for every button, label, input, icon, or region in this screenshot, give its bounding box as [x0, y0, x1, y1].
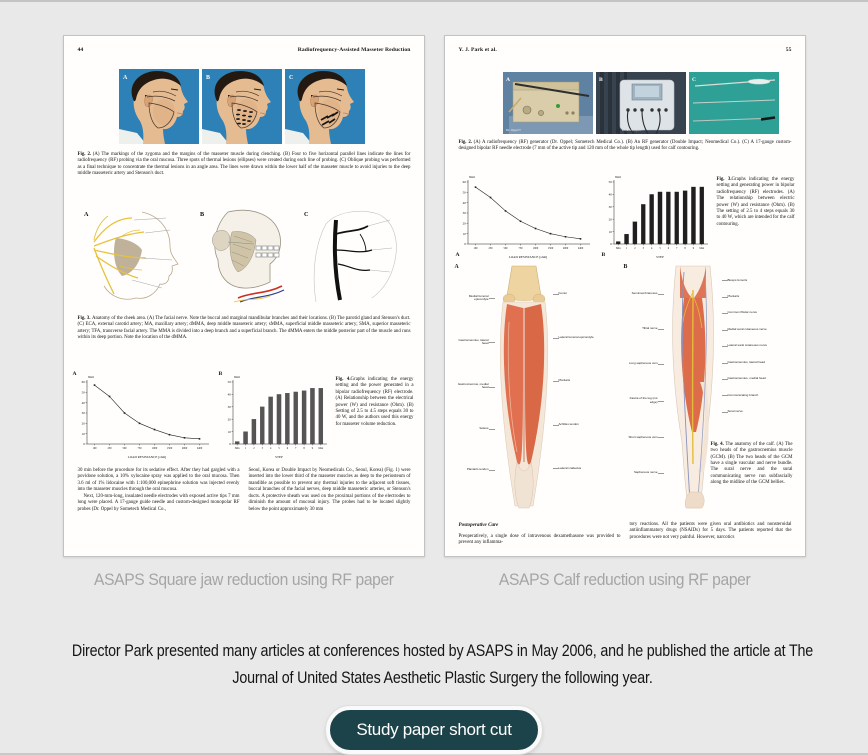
- anatomy-label: Gastrocnemius, lateral head: [728, 361, 768, 364]
- fig3-panel-letter: C: [303, 211, 308, 218]
- photo-panel-letter: A: [505, 77, 510, 83]
- leg-panel-letter: A: [454, 264, 459, 270]
- use-shape: [119, 69, 199, 144]
- ellipse-shape: [247, 120, 251, 122]
- y-tick-label: 20: [81, 421, 85, 426]
- x-tick-label: 9: [311, 447, 313, 450]
- face-photo-b: [202, 69, 282, 144]
- anatomy-label: Gastrocnemius, medial head: [727, 376, 766, 381]
- y-tick-label: 10: [227, 429, 231, 434]
- fig3-anatomy-row: [82, 206, 404, 310]
- y-axis-title: Watt: [614, 175, 621, 179]
- anatomy-label: Plantaris: [559, 379, 599, 382]
- device-brand-overlay: Double Impact®: [621, 128, 643, 132]
- fig3-caption-label: Fig. 3.: [716, 177, 732, 182]
- photo-panel-letter: C: [288, 75, 293, 81]
- data-point: [168, 434, 170, 436]
- x-tick-label: 250: [487, 247, 493, 250]
- fig2-caption-label: Fig. 2.: [77, 152, 92, 157]
- x-tick-label: 2000: [562, 247, 568, 250]
- data-bar: [293, 392, 297, 444]
- x-tick-label: Min: [234, 447, 239, 450]
- data-point: [489, 197, 491, 199]
- paper-pages-row: [0, 2, 868, 590]
- data-bar: [302, 391, 306, 444]
- y-tick-label: 50: [81, 390, 85, 395]
- data-point: [504, 210, 506, 212]
- data-bar: [235, 442, 239, 444]
- anatomy-label: Plantaris tendon: [455, 468, 489, 471]
- postoperative-care-heading: Postoperative Care: [458, 522, 499, 528]
- body-paragraph: 30 min before the procedure for its sedative effect. After they had gargled with a povidone solution, a 10% xylocaine spray was applied to the oral mucosa. Then 3.6 ml of 1% lidocaine with 1:100,000 epinephrine solution was injected evenly into the masseter muscles through the oral mucosa.: [77, 468, 240, 493]
- data-point: [564, 236, 566, 238]
- data-bar: [699, 187, 703, 244]
- data-point: [579, 238, 581, 240]
- left-page-header: [78, 47, 411, 53]
- ellipse-shape: [249, 111, 253, 113]
- fig3-panel-a: [453, 172, 593, 260]
- photo-panel-letter: C: [691, 77, 696, 83]
- x-tick-label: 1000: [532, 247, 538, 250]
- data-bar: [276, 394, 280, 444]
- fig2-caption-label: Fig. 2.: [458, 140, 473, 145]
- data-point: [108, 396, 110, 398]
- right-authors-head: Y. J. Park et al.: [458, 47, 497, 53]
- fig2-face-photos: [119, 69, 365, 144]
- parotid-gland-illustration: [198, 206, 290, 310]
- screen-inner: [635, 86, 659, 97]
- path-shape: [94, 248, 114, 294]
- indicator-light: [556, 104, 560, 108]
- anatomy-label: Sural nerve: [728, 410, 768, 413]
- y-axis-title: Watt: [468, 175, 475, 179]
- fig4-panel-b: [218, 372, 330, 460]
- chart-panel-letter: A: [455, 252, 460, 258]
- x-tick-label: 1500: [547, 247, 553, 250]
- data-point: [153, 429, 155, 431]
- y-tick-label: 0: [82, 442, 85, 447]
- foot: [685, 492, 704, 508]
- right-page-number: 55: [785, 47, 792, 53]
- anatomy-label: Soleus: [455, 427, 489, 430]
- anatomy-label: Gastrocnemius, medial head: [455, 383, 489, 390]
- left-body-text: [78, 468, 411, 513]
- left-running-head: Radiofrequency-Assisted Masseter Reduction: [297, 47, 411, 53]
- ellipse-shape: [236, 118, 240, 120]
- face-photo-c: [285, 69, 365, 144]
- y-tick-label: 30: [81, 411, 85, 416]
- x-tick-label: 750: [517, 247, 523, 250]
- external-carotid-artery: [334, 220, 339, 300]
- y-tick-label: 40: [81, 400, 85, 405]
- chart-panel-letter: B: [601, 252, 606, 258]
- fig3-caption-text: Anatomy of the cheek area. (A) The facial nerve. Note the buccal and marginal mandibular branches and their locations. (B) The parotid gland and Stenson's duct. (C) ECA, external carotid artery; MA, maxillary artery; dMMA, deep middle masseteric artery; sMMA, superficial middle masseteric artery; SMA, superior masseteric artery; TFA, transverse facial artery. The MMA is divided into a deep branch and a superficial branch. The dMMA enters the middle posterior part of the muscle and runs within its deep portion. Note the location of the dMMA.: [77, 316, 411, 340]
- ellipse-shape: [236, 114, 240, 116]
- fig3-caption: [78, 316, 411, 341]
- x-tick-label: 2: [252, 447, 255, 450]
- body-paragraph: tory reactions. All the patients were given oral antibiotics and nonsteroidal antiinflammatory drugs (NSAIDs) for 5 days. The patients reported that the procedures were not very painful. However, narcotics: [629, 522, 792, 540]
- calf-anatomy-figure-a: [455, 262, 616, 510]
- data-point: [183, 437, 185, 439]
- x-tick-label: 1000: [151, 447, 157, 450]
- data-bar: [632, 222, 636, 244]
- data-line: [475, 187, 580, 239]
- x-tick-label: 100: [91, 447, 97, 450]
- data-bar: [624, 234, 628, 244]
- path-shape: [372, 248, 392, 250]
- x-tick-label: 9: [692, 247, 694, 250]
- rect-shape: [262, 246, 267, 250]
- artery-branch: [360, 234, 366, 252]
- anatomy-label: Biceps femoris: [728, 279, 768, 282]
- leg-a-right-labels: [557, 262, 599, 510]
- power-step-bar-chart: [218, 372, 330, 460]
- footer-description: Director Park presented many articles at conferences hosted by ASAPS in May 2006, and he published the article at The Journal of United States Aesthetic Plastic Surgery the following year.: [71, 642, 814, 687]
- x-tick-label: 5: [277, 447, 280, 450]
- chart-panel-letter: A: [72, 371, 77, 377]
- y-tick-label: 0: [228, 442, 231, 447]
- y-tick-label: 50: [462, 190, 466, 195]
- anatomy-label: Lateral sural cutaneous nerve: [727, 343, 768, 348]
- fig4-charts-row: [72, 372, 414, 460]
- photo-panel-letter: A: [122, 75, 127, 81]
- anatomy-label: Long saphenous vein: [624, 362, 658, 365]
- leg-b-left-labels: [624, 262, 660, 510]
- data-point: [549, 233, 551, 235]
- data-point: [534, 228, 536, 230]
- y-tick-label: 0: [463, 242, 466, 247]
- body-paragraph: Seoul, Korea or Double Impact by Neomedicals Co., Seoul, Korea) (Fig. 1) were inserted into the lower third of the masseter muscles as deep to the periosteum of mandible as possible to prevent any thermal injuries to the adjacent soft tissues, buccal branches of the facial nerves, deep middle masseteric arteries, or Stenson's ducts. A protective sheath was used on the proximal portions of the electrodes to diminish the amount of mucosal injury. The probes had to be located slightly below the point approximately 30 mm: [248, 468, 411, 512]
- anatomy-label: Fascia of the leg (cut edge): [624, 397, 658, 404]
- data-bar: [657, 192, 661, 244]
- masseteric-artery-2: [338, 264, 370, 270]
- data-point: [198, 438, 200, 440]
- ellipse-shape: [237, 123, 241, 125]
- rect-shape: [256, 246, 261, 250]
- data-bar: [641, 204, 645, 244]
- anatomy-label: Lateral malleolus: [559, 467, 599, 470]
- data-line: [94, 385, 199, 439]
- anatomy-label: Medial sural cutaneous nerve: [727, 326, 767, 331]
- knob: [523, 106, 531, 114]
- circle-shape: [664, 108, 667, 111]
- fig3-caption-text: Graphs indicating the energy setting and generating power in bipolar radiofrequency (RF) electrodes. (A) The relationship between electric power (W) and resistance (Ohm). (B) The setting of 2.5 to 4 steps equals 30 to 40 W, which are intended for the calf contouring.: [716, 177, 795, 227]
- x-tick-label: 3: [642, 247, 644, 250]
- body-column-1: [78, 468, 240, 513]
- knob: [538, 110, 543, 115]
- x-tick-label: 1: [244, 447, 246, 450]
- x-tick-label: 2400: [196, 447, 202, 450]
- fig3-panel-letter: A: [83, 211, 88, 218]
- y-axis-title: Watt: [233, 375, 240, 379]
- x-axis-title: STEP: [274, 455, 283, 459]
- body-column-1: [459, 522, 621, 547]
- right-page-column: [444, 35, 806, 590]
- x-tick-label: 2400: [577, 247, 583, 250]
- x-tick-label: 4: [650, 247, 652, 250]
- x-axis-title: STEP: [655, 255, 664, 259]
- x-tick-label: 3: [261, 447, 263, 450]
- power-step-bar-chart: [599, 172, 711, 260]
- fig2-caption-text: (A) A radiofrequency (RF) generator (Dr. Oppel; Sometech Medical Co.). (B) An RF generator (Double Impact; Neomedical Co.). (C) A 17-gauge custom-designed bipolar RF needle electrode (7 mm of the active tip and 120 mm of the whole tip length) used for calf contouring.: [458, 140, 792, 152]
- x-tick-label: 7: [675, 247, 677, 250]
- data-bar: [251, 419, 255, 444]
- x-tick-label: 7: [294, 447, 296, 450]
- x-tick-label: 6: [286, 447, 288, 450]
- x-tick-label: 1500: [166, 447, 172, 450]
- rf-generator-photo-b: [596, 72, 686, 134]
- fig2-caption: [459, 140, 792, 153]
- data-point: [93, 384, 95, 386]
- anatomy-label: Medial femoral epicondyle: [455, 295, 489, 302]
- y-tick-label: 10: [81, 431, 85, 436]
- body-column-2: [630, 522, 792, 547]
- power-resistance-line-chart: [453, 172, 593, 260]
- photo-panel-letter: B: [205, 75, 210, 81]
- data-bar: [260, 407, 264, 444]
- left-page-number: 44: [77, 47, 84, 53]
- device-body: [513, 90, 579, 122]
- rf-generator-photo-a: [503, 72, 593, 134]
- fig3-panel-b: [599, 172, 711, 260]
- port: [571, 111, 574, 114]
- rect-shape: [268, 253, 273, 257]
- x-axis-title: LOAD RESISTANCE [ohm]: [127, 455, 166, 459]
- footer-section: [0, 638, 868, 754]
- rect-shape: [274, 246, 279, 250]
- face-outline-faint: [314, 211, 396, 302]
- anatomy-label: Lateral femoral epicondyle: [559, 336, 599, 339]
- data-bar: [285, 393, 289, 444]
- data-bar: [691, 187, 695, 244]
- x-axis-title: LOAD RESISTANCE [ohm]: [508, 255, 547, 259]
- path-shape: [94, 218, 132, 242]
- x-tick-label: 8: [683, 247, 686, 250]
- data-point: [519, 220, 521, 222]
- x-tick-label: Min: [615, 247, 620, 250]
- rect-shape: [268, 246, 273, 250]
- anatomy-label: Common fibular nerve: [728, 311, 768, 314]
- right-paper-page: [444, 35, 806, 557]
- fig3-panel-letter: B: [199, 211, 204, 218]
- x-tick-label: 6: [667, 247, 669, 250]
- fig4-caption-label: Fig. 4.: [335, 377, 351, 382]
- circle-shape: [650, 108, 653, 111]
- left-page-caption: ASAPS Square jaw reduction using RF paper: [93, 570, 394, 589]
- y-tick-label: 60: [81, 380, 85, 385]
- right-body-text: [459, 522, 792, 547]
- y-tick-label: 10: [608, 229, 612, 234]
- body-paragraph: Preoperatively, a single dose of intravenous dexamethasone was provided to prevent any inflamma-: [458, 533, 621, 546]
- y-tick-label: 50: [608, 180, 612, 185]
- fig2-caption-text: (A) The markings of the zygoma and the margins of the masseter muscle during clenching. (B) Four to five horizontal parallel lines indicate the lines for radiofrequency (RF) probing via the oral mucosa. Three spots of thermal lesions (ellipses) were created during each line of probing. (C) Oblique probing was performed as a final technique to concentrate the thermal lesions in an angle area. The lines were drawn within the lower half of the masseter muscle to avoid injuries to the deep middle masseteric artery and Stenson's duct.: [77, 152, 411, 176]
- x-tick-label: 100: [472, 247, 478, 250]
- y-tick-label: 0: [609, 242, 612, 247]
- anatomy-label: Femur: [559, 292, 599, 295]
- path-shape: [370, 270, 390, 272]
- arteries-illustration: [302, 206, 404, 310]
- y-tick-label: 10: [462, 231, 466, 236]
- use-shape: [202, 69, 282, 144]
- anatomy-label: Short saphenous vein: [624, 436, 658, 439]
- electrode-handle: [748, 79, 770, 84]
- y-tick-label: 20: [608, 217, 612, 222]
- y-tick-label: 50: [227, 380, 231, 385]
- fig4-caption: [336, 377, 414, 428]
- fig4-caption: [711, 442, 793, 486]
- calf-muscle-illustration: [491, 262, 557, 510]
- anatomy-label: Communicating branch: [728, 394, 768, 397]
- needle-electrodes-photo-c: [689, 72, 779, 134]
- rect-shape: [274, 253, 279, 257]
- y-tick-label: 30: [227, 405, 231, 409]
- fig2-caption: [78, 152, 411, 177]
- use-shape: [285, 69, 365, 144]
- masseteric-artery-1: [336, 250, 372, 252]
- anatomy-label: Achilles tendon: [559, 423, 599, 426]
- data-bar: [674, 192, 678, 244]
- body-paragraph: Next, 120-mm-long, insulated needle electrodes with exposed active tips 7 mm long were placed. A 17-gauge guide needle and custom-designed monopolar RF probes (Dr. Oppel by Sometech Medical Co.,: [77, 493, 240, 512]
- ellipse-shape: [243, 110, 247, 112]
- chart-panel-letter: B: [218, 371, 223, 377]
- anatomy-label: Semimembranosus: [624, 292, 658, 295]
- study-paper-shortcut-button[interactable]: Study paper short cut: [326, 706, 541, 754]
- y-tick-label: 30: [462, 211, 466, 216]
- fig2-equipment-photos: [503, 72, 779, 134]
- path-shape: [145, 230, 170, 233]
- path-shape: [142, 258, 172, 260]
- y-tick-label: 60: [462, 180, 466, 185]
- fig3-caption-label: Fig. 3.: [77, 316, 91, 321]
- port: [565, 111, 568, 114]
- anatomy-label: Plantaris: [728, 295, 768, 298]
- body-column-2: [249, 468, 411, 513]
- right-page-caption: ASAPS Calf reduction using RF paper: [498, 570, 751, 589]
- data-bar: [318, 388, 322, 444]
- data-bar: [683, 191, 687, 244]
- data-bar: [666, 192, 670, 244]
- data-bar: [310, 388, 314, 444]
- ellipse-shape: [242, 123, 246, 125]
- fig4-panel-a: [72, 372, 212, 460]
- anatomy-label: Saphenous nerve: [624, 471, 658, 474]
- button-row: [0, 706, 868, 754]
- photo-panel-letter: B: [598, 77, 603, 83]
- path-shape: [134, 218, 166, 220]
- data-point: [138, 423, 140, 425]
- left-page-column: [63, 35, 425, 590]
- fig4-caption-label: Fig. 4.: [710, 442, 724, 447]
- data-bar: [268, 397, 272, 444]
- fig4-caption-text: The anatomy of the calf. (A) The two heads of the gastrocnemius muscle (GCM). (B) The two heads of the GCM have a single vascular and nerve bundle. The sural nerve and the sural communicating nerve run subfascially along the midline of the GCM bellies.: [710, 442, 793, 485]
- y-tick-label: 20: [462, 221, 466, 226]
- fig3-caption: [717, 177, 795, 228]
- rect-shape: [616, 72, 620, 134]
- ellipse-shape: [237, 109, 241, 111]
- x-tick-label: 1: [625, 247, 627, 250]
- y-tick-label: 40: [227, 392, 231, 397]
- anatomy-label: Tibial nerve: [624, 327, 658, 330]
- right-page-header: [459, 47, 792, 53]
- face-photo-a: [119, 69, 199, 144]
- annotation-leaders: [368, 220, 392, 272]
- ellipse-shape: [242, 115, 246, 117]
- x-tick-label: 8: [302, 447, 305, 450]
- y-tick-label: 40: [608, 192, 612, 197]
- maxillary-artery: [336, 226, 368, 234]
- y-tick-label: 30: [608, 205, 612, 209]
- path-shape: [132, 280, 162, 288]
- anatomy-label: Gastrocnemius, lateral head: [455, 339, 489, 346]
- circle-shape: [633, 108, 636, 111]
- path-shape: [368, 220, 390, 226]
- leg-a-left-labels: [455, 262, 491, 510]
- x-tick-label: 500: [502, 247, 508, 250]
- rect-shape: [256, 253, 261, 257]
- x-tick-label: 4: [269, 447, 271, 450]
- data-bar: [616, 242, 620, 244]
- y-axis-title: Watt: [87, 375, 94, 379]
- power-resistance-line-chart: [72, 372, 212, 460]
- data-point: [123, 412, 125, 414]
- x-tick-label: 750: [136, 447, 142, 450]
- rect-shape: [262, 253, 267, 257]
- x-tick-label: 5: [658, 247, 661, 250]
- x-tick-label: Max: [698, 247, 704, 250]
- device-brand-overlay: Dr. Oppel®: [505, 128, 521, 132]
- leg-panel-letter: B: [623, 264, 628, 270]
- x-tick-label: Max: [317, 447, 323, 450]
- parotid-gland: [212, 230, 230, 250]
- data-bar: [243, 432, 247, 444]
- x-tick-label: 500: [121, 447, 127, 450]
- x-tick-label: 250: [106, 447, 112, 450]
- left-paper-page: [63, 35, 425, 557]
- y-tick-label: 40: [462, 200, 466, 205]
- y-tick-label: 20: [227, 417, 231, 422]
- x-tick-label: 2: [633, 247, 636, 250]
- ellipse-shape: [242, 119, 246, 121]
- rect-shape: [608, 72, 612, 134]
- facial-nerve-illustration: [82, 206, 186, 310]
- fig4-caption-text: Graphs indicating the energy setting and the power generated in a bipolar radiofrequency (RF) electrode. (A) Relationship between the electrical power (W) and resistance (Ohm). (B) Setting of 2.5 to 4.5 steps equals 30 to 40 W, and the authors used this energy for masseter volume reduction.: [335, 377, 414, 427]
- x-tick-label: 2000: [181, 447, 187, 450]
- ellipse-shape: [248, 116, 252, 118]
- data-bar: [649, 194, 653, 244]
- fig3-charts-row: [453, 172, 795, 260]
- data-point: [474, 186, 476, 188]
